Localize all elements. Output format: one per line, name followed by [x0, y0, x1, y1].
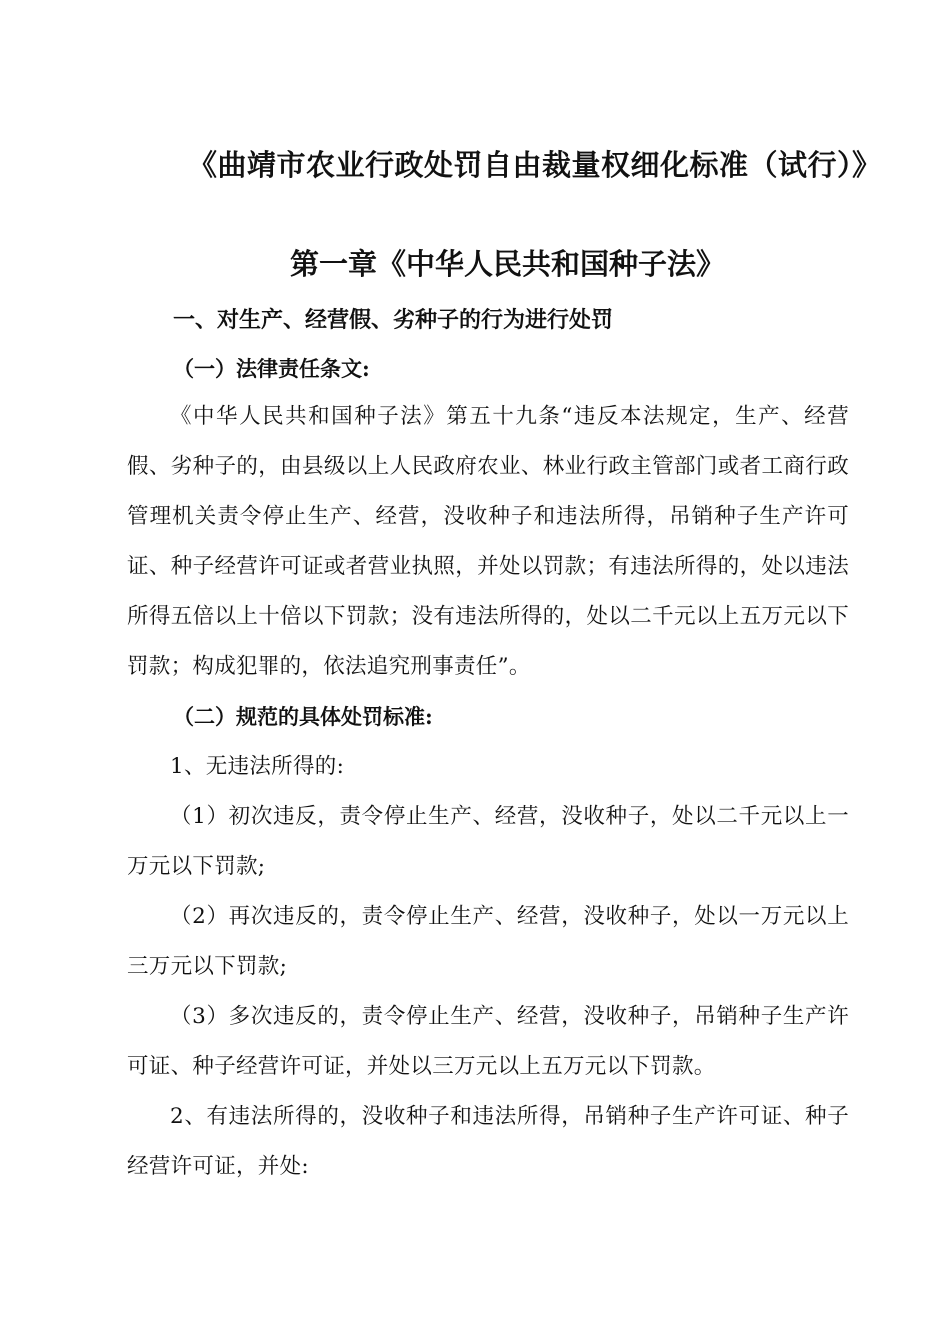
section-heading: 一、对生产、经营假、劣种子的行为进行处罚 [173, 307, 614, 333]
legal-provision-paragraph: 《中华人民共和国种子法》第五十九条“违反本法规定，生产、经营假、劣种子的，由县级以上人民政府农业、林业行政主管部门或者工商行政管理机关责令停止生产、经营，没收种子和违法所得，吊销种子生产许可证、种子经营许可证或者营业执照，并处以罚款；有违法所得的，处以违法所得五倍以上十倍以下罚款；没有违法所得的，处以二千元以上五万元以下罚款；构成犯罪的，依法追究刑事责任”。 [127, 404, 849, 679]
penalty-item-repeated-violation: （3）多次违反的，责令停止生产、经营，没收种子，吊销种子生产许可证、种子经营许可证，并处以三万元以上五万元以下罚款。 [127, 1004, 849, 1079]
penalty-item-first-violation: （1）初次违反，责令停止生产、经营，没收种子，处以二千元以上一万元以下罚款; [127, 804, 849, 879]
subsection-heading-legal-provision: （一）法律责任条文: [173, 356, 370, 381]
chapter-title: 第一章《中华人民共和国种子法》 [290, 247, 726, 281]
document-title: 《曲靖市农业行政处罚自由裁量权细化标准（试行）》 [188, 148, 882, 182]
penalty-item-no-illegal-income: 1、无违法所得的: [170, 754, 345, 779]
penalty-item-second-violation: （2）再次违反的，责令停止生产、经营，没收种子，处以一万元以上三万元以下罚款; [127, 904, 849, 979]
penalty-item-with-illegal-income: 2、有违法所得的，没收种子和违法所得，吊销种子生产许可证、种子经营许可证，并处: [127, 1104, 849, 1179]
subsection-heading-penalty-standards: （二）规范的具体处罚标准: [173, 704, 433, 729]
